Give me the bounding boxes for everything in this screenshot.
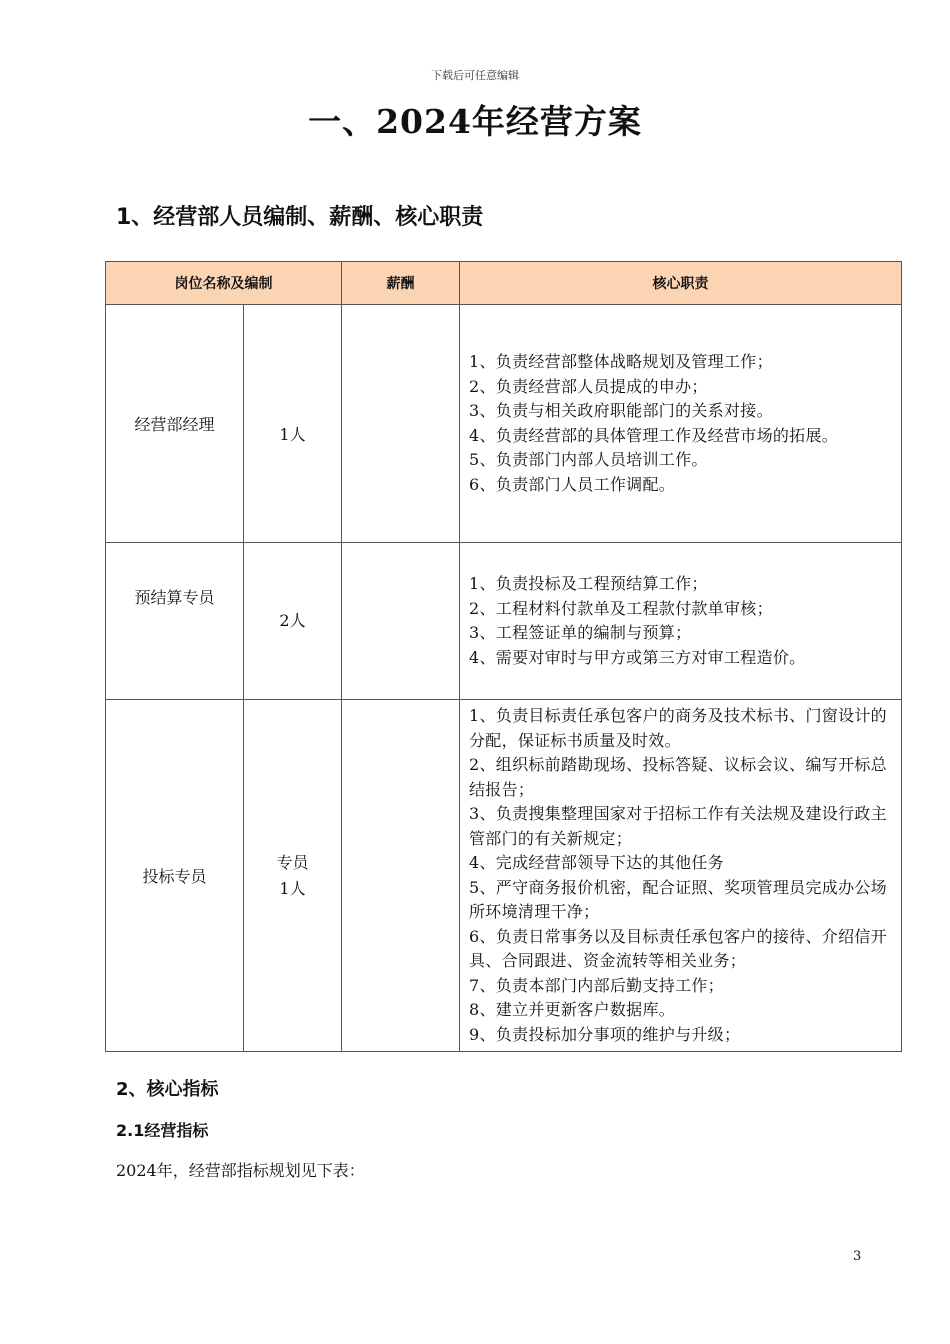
section-2-title: 2、核心指标 xyxy=(116,1079,219,1100)
section-1-title: 1、经营部人员编制、薪酬、核心职责 xyxy=(116,205,484,230)
headcount: 1人 xyxy=(244,305,342,543)
duty-item: 8、建立并更新客户数据库。 xyxy=(469,1000,676,1019)
duties-cell xyxy=(460,305,902,543)
page-number: 3 xyxy=(853,1249,862,1264)
table-row xyxy=(106,543,902,700)
duties-cell xyxy=(460,543,902,700)
position-name: 预结算专员 xyxy=(106,543,244,700)
body-paragraph: 2024年，经营部指标规划见下表： xyxy=(116,1161,365,1180)
duty-item: 1、负责投标及工程预结算工作； xyxy=(469,574,708,593)
position-name: 投标专员 xyxy=(106,700,244,1052)
table-row xyxy=(106,305,902,543)
duty-item: 2、组织标前踏勘现场、投标答疑、议标会议、编写开标总结报告； xyxy=(469,755,887,799)
table-header-row xyxy=(106,262,902,305)
duty-item: 4、负责经营部的具体管理工作及经营市场的拓展。 xyxy=(469,425,839,445)
duty-item: 1、负责目标责任承包客户的商务及技术标书、门窗设计的分配，保证标书质量及时效。 xyxy=(469,706,887,750)
position-name: 经营部经理 xyxy=(106,305,244,543)
duty-item: 5、严守商务报价机密，配合证照、奖项管理员完成办公场所环境清理干净； xyxy=(469,877,887,921)
duty-item: 4、完成经营部领导下达的其他任务 xyxy=(469,853,724,872)
headcount: 2人 xyxy=(244,543,342,700)
duty-item: 1、负责经营部整体战略规划及管理工作； xyxy=(469,352,773,371)
duty-item: 4、需要对审时与甲方或第三方对审工程造价。 xyxy=(469,647,806,667)
headcount-value: 1人 xyxy=(279,878,306,898)
duty-item: 6、负责日常事务以及目标责任承包客户的接待、介绍信开具、合同跟进、资金流转等相关业务； xyxy=(469,926,887,970)
header-position: 岗位名称及编制 xyxy=(106,262,342,305)
header-salary: 薪酬 xyxy=(342,262,460,305)
duty-table xyxy=(105,261,902,1052)
salary-cell xyxy=(342,543,460,700)
duty-item: 7、负责本部门内部后勤支持工作； xyxy=(469,975,724,995)
duty-item: 9、负责投标加分事项的维护与升级； xyxy=(469,1024,741,1044)
duty-item: 6、负责部门人员工作调配。 xyxy=(469,474,676,494)
duty-item: 3、工程签证单的编制与预算； xyxy=(469,623,692,642)
duty-item: 2、工程材料付款单及工程款付款单审核； xyxy=(469,598,773,618)
duties-cell xyxy=(460,700,902,1052)
header-duties: 核心职责 xyxy=(460,262,902,305)
header-note: 下载后可任意编辑 xyxy=(431,69,519,82)
headcount xyxy=(244,700,342,1052)
duty-item: 3、负责与相关政府职能部门的关系对接。 xyxy=(469,401,773,420)
salary-cell xyxy=(342,305,460,543)
duty-item: 5、负责部门内部人员培训工作。 xyxy=(469,450,708,469)
subsection-2-1-title: 2.1经营指标 xyxy=(116,1121,209,1140)
duty-item: 2、负责经营部人员提成的申办； xyxy=(469,376,708,396)
page-title: 一、2024年经营方案 xyxy=(308,102,642,141)
headcount-label: 专员 xyxy=(276,852,309,872)
salary-cell xyxy=(342,700,460,1052)
table-row xyxy=(106,700,902,1052)
duty-item: 3、负责搜集整理国家对于招标工作有关法规及建设行政主管部门的有关新规定； xyxy=(469,804,887,848)
